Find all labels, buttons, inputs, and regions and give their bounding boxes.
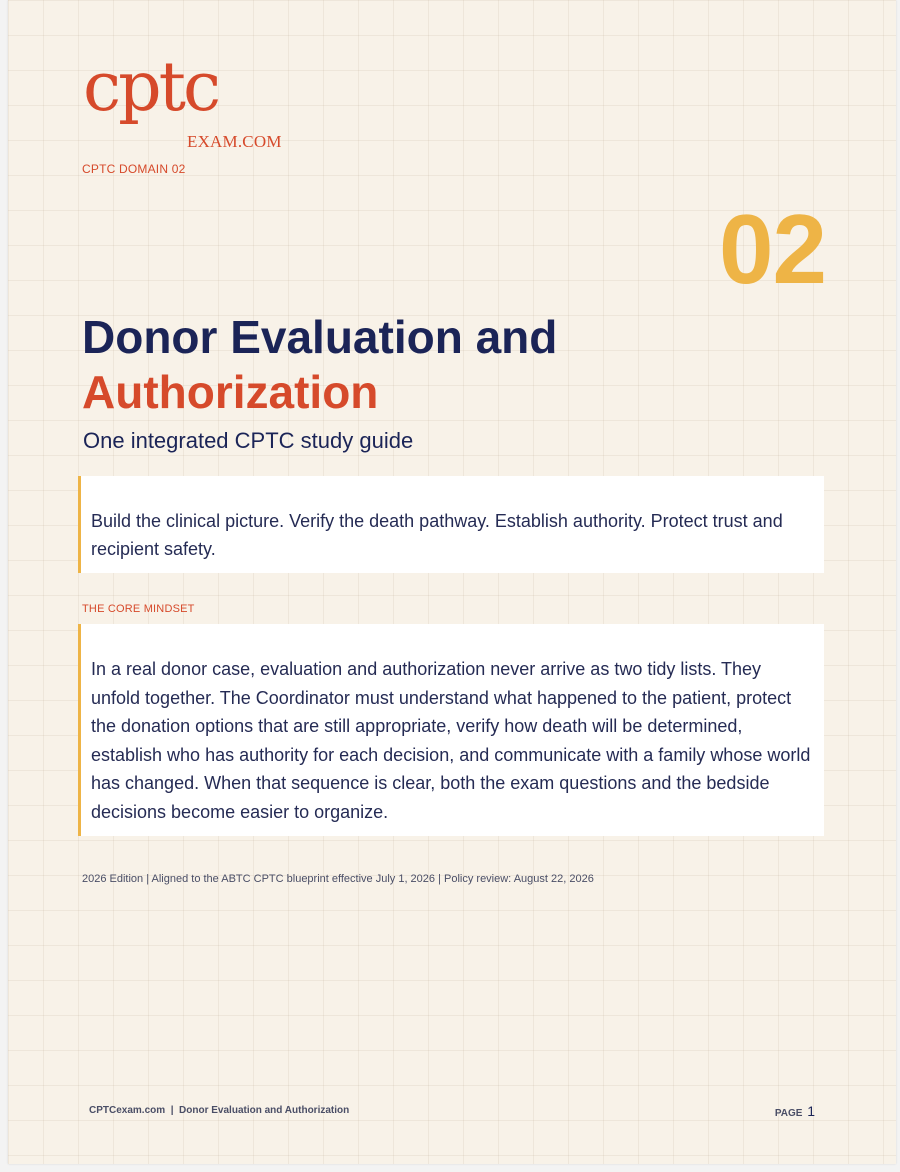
page-label: PAGE: [774, 1108, 803, 1119]
mindset-callout: [78, 624, 824, 836]
mindset-callout-text: In a real donor case, evaluation and authorization never arrive as two tidy lists. They unfold together. The Coordinator must understand what happened to the patient, protect the donation options that are still appropriate, verify how death will be determined, establish who has authority for each decision, and communicate with a family whose world has changed. When that sequence is clear, both the exam questions and the bedside decisions become easier to organize.: [91, 659, 811, 822]
page-subtitle: One integrated CPTC study guide: [83, 428, 414, 453]
document-page: [8, 0, 896, 1164]
cptc-exam-logo: [83, 48, 282, 151]
page-number: 1: [807, 1103, 815, 1119]
footer-site-title-text: CPTCexam.com | Donor Evaluation and Authorization: [89, 1105, 350, 1116]
page-title: [82, 310, 557, 420]
domain-kicker: CPTC DOMAIN 02: [82, 162, 186, 176]
footer-site-title: [89, 1105, 349, 1116]
intro-callout: [78, 476, 824, 573]
footer-page-number: [775, 1103, 815, 1119]
title-line-2: Authorization: [82, 366, 379, 418]
title-line-1: Donor Evaluation and: [82, 311, 558, 363]
edition-note: 2026 Edition | Aligned to the ABTC CPTC blueprint effective July 1, 2026 | Policy review: August 22, 2026: [82, 873, 594, 885]
domain-number: 02: [718, 194, 826, 304]
logo-wordmark: cptc: [83, 48, 219, 127]
section-label-core-mindset: THE CORE MINDSET: [82, 603, 195, 615]
intro-callout-text: Build the clinical picture. Verify the death pathway. Establish authority. Protect trust and recipient safety.: [91, 511, 783, 559]
logo-domain: EXAM.COM: [187, 132, 282, 151]
